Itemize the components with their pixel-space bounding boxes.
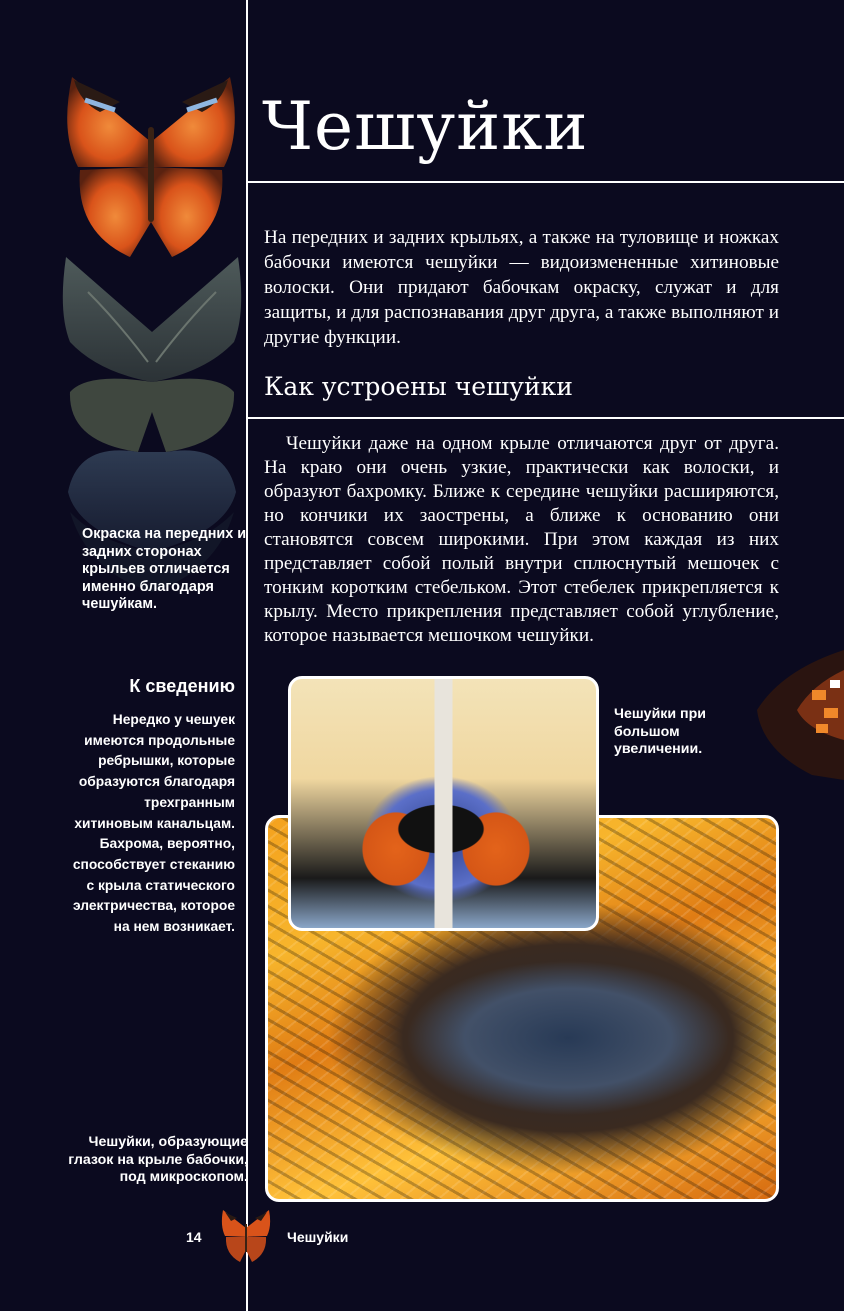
scales-closeup-photo xyxy=(288,676,599,931)
butterfly-edge-image xyxy=(752,650,844,780)
footer-butterfly-icon xyxy=(220,1208,272,1264)
info-body: Нередко у чешуек имеются продольные ребрышки, которые образуются благодаря трехгранным хитиновым канальцам. Бахрома, вероятно, способствует стеканию с крыла статического электричества, которое на нем возникает. xyxy=(72,712,235,935)
section-heading: Как устроены чешуйки xyxy=(264,372,573,401)
vertical-rule xyxy=(246,0,248,1311)
intro-paragraph: На передних и задних крыльях, а также на туловище и ножках бабочки имеются чешуйки — видоизмененные хитиновые волоски. Они придают бабочкам окраску, служат и для защиты, и для распознавания друг друга, а также выполняют и другие функции. xyxy=(264,227,779,348)
subheading-rule xyxy=(247,417,844,419)
page-number: 14 xyxy=(186,1229,202,1245)
butterfly-upperside-image xyxy=(60,72,242,262)
page-title: Чешуйки xyxy=(262,88,589,165)
title-rule xyxy=(247,181,844,183)
zoom-caption: Чешуйки при большом увеличении. xyxy=(614,706,707,757)
eyespot-caption: Чешуйки, образующие глазок на крыле бабочки, под микроскопом. xyxy=(68,1134,248,1185)
wing-caption: Окраска на передних и задних сторонах крыльев отличается именно благодаря чешуйкам. xyxy=(82,526,247,612)
info-heading: К сведению xyxy=(129,676,235,696)
running-title: Чешуйки xyxy=(287,1229,349,1245)
body-paragraph: Чешуйки даже на одном крыле отличаются друг от друга. На краю они очень узкие, практически как волоски, и образуют бахромку. Ближе к середине чешуйки расширяются, но кончики их заострены, а ближе к основанию они становятся совсем широкими. При этом каждая из них представляет собой полый внутри сплюснутый мешочек с тонким коротким стебельком. Этот стебелек прикрепляется к крылу. Место прикрепления представляет собой углубление, которое называется мешочком чешуйки. xyxy=(264,433,779,646)
